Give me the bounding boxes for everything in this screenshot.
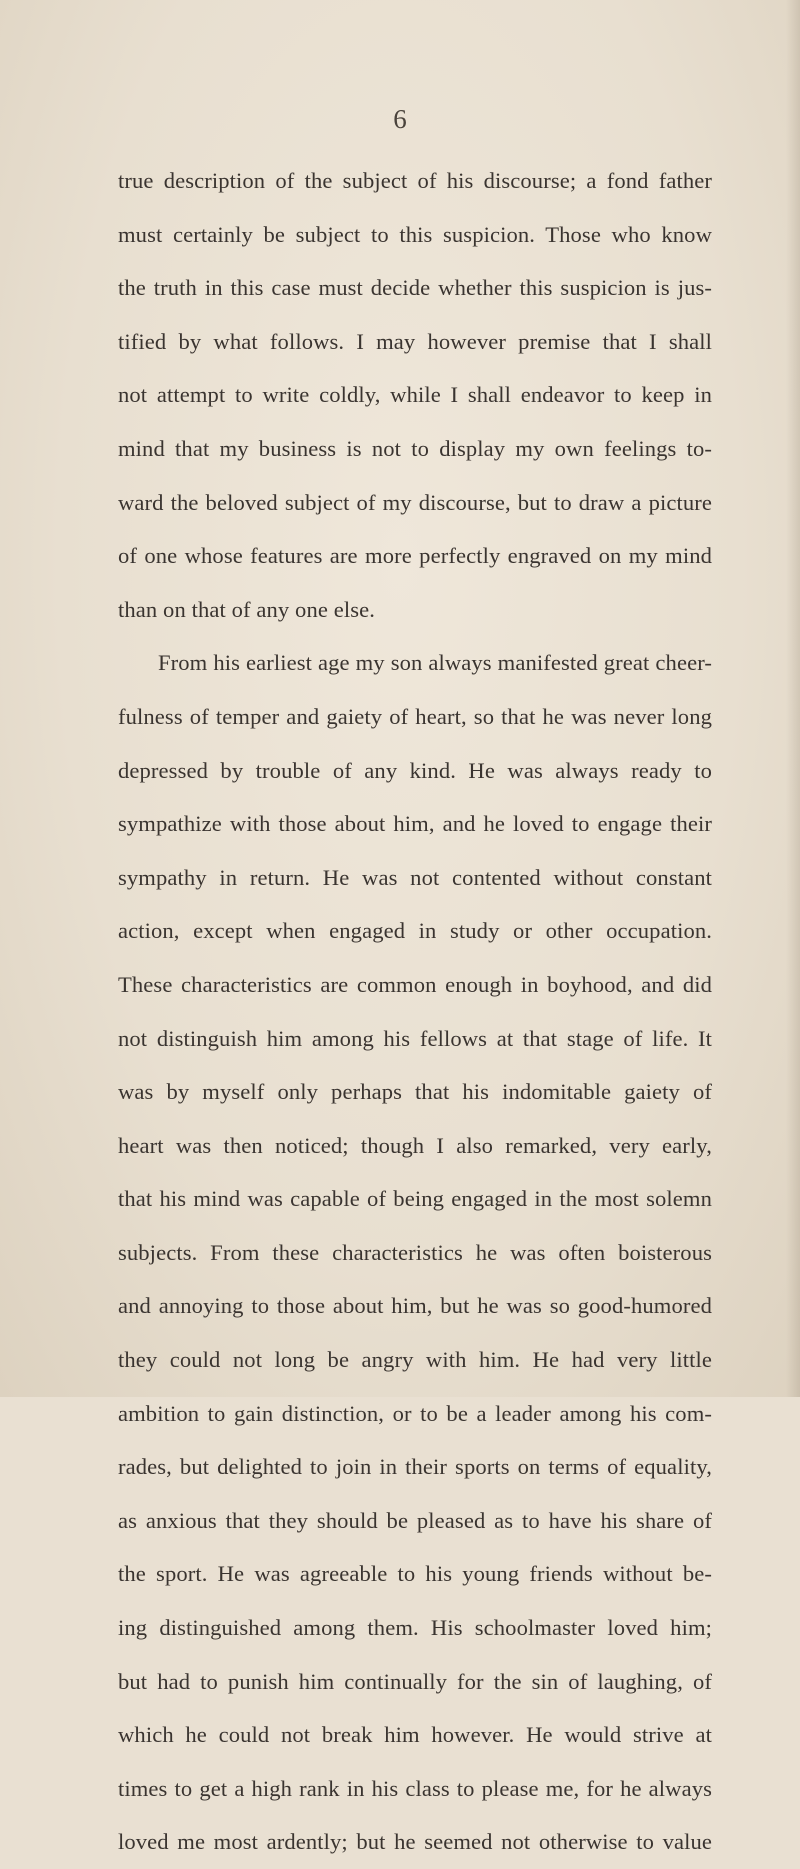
- text-line: was by myself only perhaps that his indomitable gaiety of: [118, 1079, 712, 1105]
- text-line: true description of the subject of his discourse; a fond father: [118, 168, 712, 193]
- text-line: depressed by trouble of any kind. He was always ready to: [118, 757, 712, 783]
- text-line: than on that of any one else.: [118, 596, 376, 622]
- text-line: tified by what follows. I may however premise that I shall: [118, 328, 712, 354]
- text-line: ward the beloved subject of my discourse, but to draw a picture: [118, 489, 712, 515]
- text-line: they could not long be angry with him. He had very little: [118, 1347, 712, 1373]
- text-line: times to get a high rank in his class to please me, for he always: [118, 1775, 712, 1801]
- text-line: ing distinguished among them. His schoolmaster loved him;: [118, 1615, 712, 1641]
- text-line: loved me most ardently; but he seemed not otherwise to value: [118, 1829, 712, 1855]
- text-line: heart was then noticed; though I also remarked, very early,: [118, 1132, 712, 1158]
- text-line: These characteristics are common enough in boyhood, and did: [118, 971, 712, 997]
- text-line: the truth in this case must decide whether this suspicion is jus-: [118, 275, 712, 301]
- text-line: action, except when engaged in study or other occupation.: [118, 918, 712, 944]
- text-line: rades, but delighted to join in their sports on terms of equality,: [118, 1454, 712, 1480]
- text-line: and annoying to those about him, but he was so good-humored: [118, 1293, 712, 1319]
- page-number: 6: [393, 104, 407, 134]
- text-line: not attempt to write coldly, while I shall endeavor to keep in: [118, 382, 712, 408]
- body-text: [118, 154, 712, 1869]
- text-line: sympathy in return. He was not contented without constant: [118, 864, 712, 890]
- text-line: must certainly be subject to this suspicion. Those who know: [118, 221, 712, 247]
- text-line: that his mind was capable of being engaged in the most solemn: [118, 1186, 712, 1212]
- text-line: From his earliest age my son always manifested great cheer-: [158, 650, 712, 676]
- text-line: mind that my business is not to display my own feelings to-: [118, 435, 712, 461]
- text-line: not distinguish him among his fellows at that stage of life. It: [118, 1025, 712, 1051]
- text-line: subjects. From these characteristics he was often boisterous: [118, 1239, 712, 1265]
- text-line: ambition to gain distinction, or to be a leader among his com-: [118, 1400, 712, 1426]
- text-line: sympathize with those about him, and he loved to engage their: [118, 811, 712, 837]
- text-line: the sport. He was agreeable to his young friends without be-: [118, 1561, 712, 1587]
- text-line: of one whose features are more perfectly engraved on my mind: [118, 543, 712, 569]
- text-line: which he could not break him however. He would strive at: [118, 1722, 712, 1748]
- text-line: as anxious that they should be pleased as to have his share of: [118, 1507, 712, 1533]
- text-line: but had to punish him continually for the sin of laughing, of: [118, 1668, 712, 1694]
- text-line: fulness of temper and gaiety of heart, so that he was never long: [118, 703, 712, 729]
- page-edge-shadow: [786, 0, 800, 1397]
